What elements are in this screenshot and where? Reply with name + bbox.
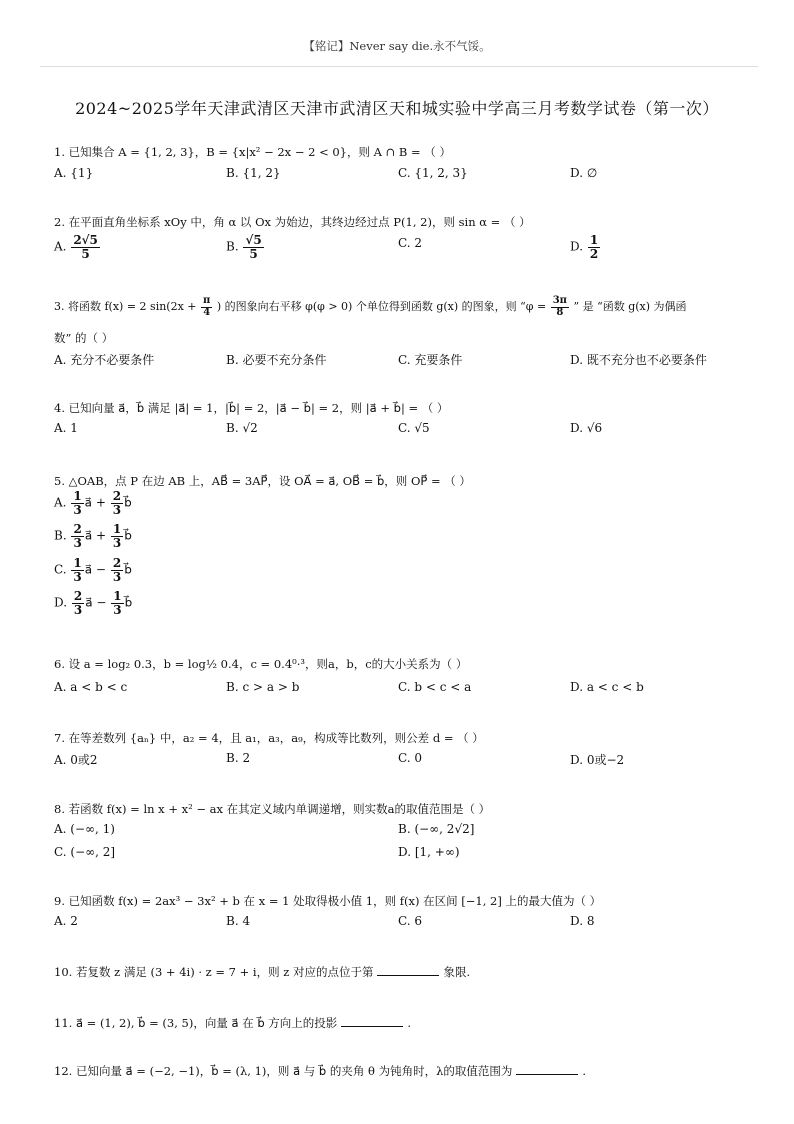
fraction-denominator: 3 (112, 535, 122, 550)
question-6-option-c: C. b < c < a (398, 680, 472, 694)
fraction-numerator: 2 (73, 522, 82, 536)
stem-part: 10. 若复数 z 满足 (3 + 4i) · z = 7 + i，则 z 对应的点位于第 (54, 965, 374, 979)
stem-part: 11. a⃗ = (1, 2), b⃗ = (3, 5)，向量 a⃗ 在 b⃗ 方向上的投影 (54, 1016, 338, 1030)
question-7-option-d: D. 0或−2 (570, 753, 625, 767)
fraction-denominator: 3 (73, 502, 82, 517)
question-7-stem: 7. 在等差数列 {aₙ} 中，a₂ = 4，且 a₁，a₃，a₉，构成等比数列，则公差 d = （ ） (54, 731, 484, 745)
question-4-option-b: B. √2 (226, 421, 258, 435)
fraction-numerator: 2√5 (73, 233, 98, 247)
fraction-denominator: 3 (112, 502, 122, 517)
fraction-numerator: 2 (112, 489, 122, 503)
question-2-option-c: C. 2 (398, 236, 423, 250)
fraction-denominator: 3 (113, 602, 122, 617)
stem-part: . (582, 1064, 587, 1078)
vector-term: b⃗ (124, 528, 132, 543)
fraction (71, 557, 83, 583)
vector-term: a⃗ − (84, 562, 106, 577)
stem-part: ) 的图象向右平移 φ(φ > 0) 个单位得到函数 g(x) 的图象，则 “φ = (216, 300, 547, 313)
fraction-denominator: 5 (249, 246, 258, 261)
option-label: B. (54, 528, 67, 543)
vector-term: a⃗ + (84, 528, 107, 543)
option-label: B. (226, 239, 239, 254)
fraction-denominator: 3 (73, 602, 83, 617)
question-10-stem (54, 964, 470, 980)
question-6-option-d: D. a < c < b (570, 680, 644, 694)
fraction-numerator: 1 (589, 233, 599, 247)
question-2-option-a (54, 234, 101, 260)
question-4-option-a: A. 1 (54, 421, 78, 435)
stem-part: 12. 已知向量 a⃗ = (−2, −1)，b⃗ = (λ, 1)，则 a⃗ 与 b⃗ 的夹角 θ 为钝角时，λ的取值范围为 (54, 1064, 513, 1078)
question-8-stem: 8. 若函数 f(x) = ln x + x² − ax 在其定义域内单调递增，则实数a的取值范围是（ ） (54, 802, 491, 816)
answer-blank[interactable] (516, 1064, 578, 1075)
fraction-numerator: √5 (245, 233, 262, 247)
option-label: D. (570, 239, 584, 254)
question-9-option-c: C. 6 (398, 914, 423, 928)
fraction-numerator: 1 (113, 589, 122, 603)
fraction (551, 296, 569, 318)
option-label: C. (54, 562, 67, 577)
question-1-option-b: B. {1, 2} (226, 166, 281, 180)
question-3-stem (54, 296, 687, 318)
question-9-option-a: A. 2 (54, 914, 78, 928)
fraction (111, 523, 123, 549)
question-6-option-b: B. c > a > b (226, 680, 300, 694)
question-5-option-a (54, 490, 132, 516)
question-8-option-b: B. (−∞, 2√2] (398, 822, 475, 836)
option-label: A. (54, 239, 67, 254)
fraction (111, 490, 123, 516)
question-9-option-b: B. 4 (226, 914, 251, 928)
answer-blank[interactable] (377, 965, 439, 976)
stem-part: . (407, 1016, 411, 1030)
fraction-numerator: π (203, 295, 211, 306)
question-5-option-b (54, 523, 132, 549)
fraction (72, 590, 84, 616)
fraction (588, 234, 600, 260)
fraction (243, 234, 263, 260)
fraction-denominator: 3 (73, 569, 82, 584)
question-4-stem: 4. 已知向量 a⃗，b⃗ 满足 |a⃗| = 1，|b⃗| = 2，|a⃗ − b⃗| = 2，则 |a⃗ + b⃗| = （ ） (54, 401, 449, 415)
exam-title: 2024~2025学年天津武清区天津市武清区天和城实验中学高三月考数学试卷（第一次） (75, 99, 719, 118)
question-5-option-d (54, 590, 132, 616)
fraction-denominator: 2 (589, 246, 599, 261)
question-4-option-c: C. √5 (398, 421, 430, 435)
question-8-option-a: A. (−∞, 1) (54, 822, 115, 836)
fraction (71, 234, 100, 260)
question-2-option-b (226, 234, 265, 260)
stem-part: ” 是 “函数 g(x) 为偶函 (573, 300, 687, 313)
question-8-option-d: D. [1, +∞) (398, 845, 460, 859)
question-3-option-c: C. 充要条件 (398, 353, 463, 367)
question-7-option-c: C. 0 (398, 751, 423, 765)
fraction-numerator: 2 (73, 589, 83, 603)
fraction-denominator: 3 (112, 569, 122, 584)
question-11-stem (54, 1015, 411, 1031)
fraction-denominator: 4 (203, 306, 211, 318)
question-2-stem: 2. 在平面直角坐标系 xOy 中，角 α 以 Ox 为始边，其终边经过点 P(1, 2)，则 sin α = （ ） (54, 215, 531, 229)
question-6-stem: 6. 设 a = log₂ 0.3，b = log½ 0.4，c = 0.4⁰·³，则a，b，c的大小关系为（ ） (54, 657, 468, 671)
fraction-numerator: 1 (73, 489, 82, 503)
question-3-option-b: B. 必要不充分条件 (226, 353, 327, 367)
question-9-option-d: D. 8 (570, 914, 595, 928)
fraction (71, 523, 83, 549)
question-2-option-d (570, 234, 601, 260)
question-3-stem-line2: 数” 的（ ） (54, 331, 114, 345)
fraction-numerator: 3π (552, 295, 567, 306)
question-7-option-b: B. 2 (226, 751, 251, 765)
question-12-stem (54, 1063, 586, 1079)
stem-part: 3. 将函数 f(x) = 2 sin(2x + (54, 300, 197, 313)
question-4-option-d: D. √6 (570, 421, 603, 435)
fraction-numerator: 1 (73, 556, 82, 570)
page-header: 【铭记】Never say die.永不气馁。 (303, 39, 491, 53)
answer-blank[interactable] (341, 1016, 403, 1027)
fraction-denominator: 5 (81, 246, 90, 261)
fraction (111, 557, 123, 583)
question-6-option-a: A. a < b < c (54, 680, 128, 694)
question-7-option-a: A. 0或2 (54, 753, 98, 767)
fraction (71, 490, 83, 516)
vector-term: a⃗ + (84, 495, 106, 510)
question-3-option-d: D. 既不充分也不必要条件 (570, 353, 707, 367)
fraction-numerator: 2 (112, 556, 122, 570)
vector-term: a⃗ − (85, 595, 107, 610)
vector-term: b⃗ (124, 562, 132, 577)
vector-term: b⃗ (124, 595, 133, 610)
question-5-stem: 5. △OAB，点 P 在边 AB 上，AB⃗ = 3AP⃗，设 OA⃗ = a⃗, OB⃗ = b⃗，则 OP⃗ = （ ） (54, 474, 471, 488)
vector-term: b⃗ (124, 495, 132, 510)
stem-part: 象限. (443, 965, 471, 979)
option-label: A. (54, 495, 67, 510)
header-divider (40, 66, 758, 67)
question-1-stem: 1. 已知集合 A = {1, 2, 3}，B = {x|x² − 2x − 2 < 0}，则 A ∩ B = （ ） (54, 145, 451, 159)
option-label: D. (54, 595, 68, 610)
question-1-option-a: A. {1} (54, 166, 94, 180)
question-5-option-c (54, 557, 132, 583)
question-8-option-c: C. (−∞, 2] (54, 845, 116, 859)
fraction-denominator: 3 (73, 535, 82, 550)
question-9-stem: 9. 已知函数 f(x) = 2ax³ − 3x² + b 在 x = 1 处取得极小值 1，则 f(x) 在区间 [−1, 2] 上的最大值为（ ） (54, 894, 602, 908)
fraction (111, 590, 123, 616)
question-1-option-c: C. {1, 2, 3} (398, 166, 468, 180)
fraction-denominator: 8 (556, 306, 564, 318)
fraction-numerator: 1 (112, 522, 122, 536)
fraction (201, 296, 212, 318)
question-3-option-a: A. 充分不必要条件 (54, 353, 155, 367)
question-1-option-d: D. ∅ (570, 166, 598, 180)
